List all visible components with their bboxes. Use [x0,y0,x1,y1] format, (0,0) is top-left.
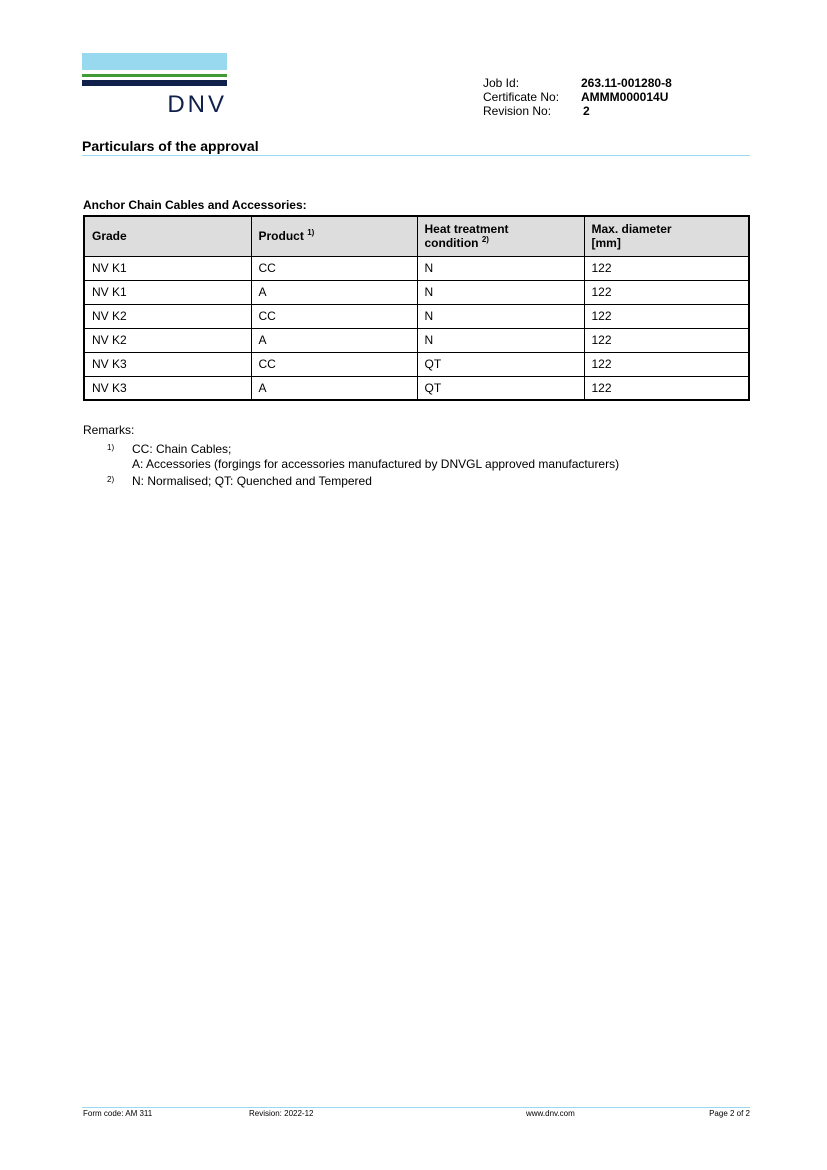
footer-form-code: Form code: AM 311 [83,1109,153,1118]
revision-value: 2 [583,104,590,118]
cell-product: CC [251,352,417,376]
cell-product: CC [251,304,417,328]
cell-heat-treatment: QT [417,352,584,376]
footer-divider [82,1107,750,1108]
header-heat-treatment [417,216,584,256]
footer-website: www.dnv.com [526,1109,575,1118]
header-max-diameter [584,216,749,256]
header-heat-treatment-line2: condition [424,236,479,251]
cell-product: A [251,376,417,400]
job-id-value: 263.11-001280-8 [581,76,672,90]
cell-max-diameter: 122 [584,352,749,376]
cell-grade: NV K3 [84,376,251,400]
table-row [84,304,749,328]
table-row [84,256,749,280]
remark-text: CC: Chain Cables; [132,442,232,456]
cell-heat-treatment: N [417,256,584,280]
cell-grade: NV K1 [84,256,251,280]
table-caption: Anchor Chain Cables and Accessories: [83,198,307,212]
cell-max-diameter: 122 [584,304,749,328]
table-row [84,328,749,352]
section-divider [82,155,750,156]
remarks-title: Remarks: [83,423,135,437]
footer-page-number: Page 2 of 2 [709,1109,750,1118]
cell-max-diameter: 122 [584,328,749,352]
logo-band-navy [82,80,227,86]
header-grade-label: Grade [92,229,127,244]
job-id-label: Job Id: [483,76,520,90]
certificate-value: AMMM000014U [581,90,669,104]
header-heat-treatment-line1: Heat treatment [424,222,509,237]
logo-band-green [82,74,227,77]
remark-text: N: Normalised; QT: Quenched and Tempered [132,474,372,488]
remark-number: 1) [107,443,115,452]
cell-grade: NV K2 [84,304,251,328]
cell-heat-treatment: N [417,328,584,352]
certificate-meta [483,76,672,118]
cell-grade: NV K2 [84,328,251,352]
logo-band-light [82,53,227,70]
table-row [84,280,749,304]
logo-text: DNV [167,91,227,118]
cell-grade: NV K3 [84,352,251,376]
table-header-row [84,216,749,256]
header-heat-treatment-footnote: 2) [481,235,489,245]
cell-max-diameter: 122 [584,256,749,280]
revision-label: Revision No: [483,104,552,118]
table-row [84,352,749,376]
header-product [251,216,417,256]
cell-product: CC [251,256,417,280]
certificate-label: Certificate No: [483,90,560,104]
footer-revision: Revision: 2022-12 [249,1109,314,1118]
cell-product: A [251,280,417,304]
table-row [84,376,749,400]
cell-heat-treatment: N [417,304,584,328]
header-max-diameter-line1: Max. diameter [591,222,672,237]
approval-table [83,215,750,401]
cell-max-diameter: 122 [584,280,749,304]
remark-number: 2) [107,475,115,484]
header-grade [84,216,251,256]
section-title: Particulars of the approval [82,138,259,154]
remark-text: A: Accessories (forgings for accessories manufactured by DNVGL approved manufacturers) [132,457,620,471]
dnv-logo [82,53,228,117]
cell-grade: NV K1 [84,280,251,304]
header-product-label: Product [258,229,304,244]
cell-product: A [251,328,417,352]
cell-heat-treatment: N [417,280,584,304]
header-product-footnote: 1) [307,228,315,238]
header-max-diameter-unit: [mm] [591,236,621,251]
cell-max-diameter: 122 [584,376,749,400]
cell-heat-treatment: QT [417,376,584,400]
